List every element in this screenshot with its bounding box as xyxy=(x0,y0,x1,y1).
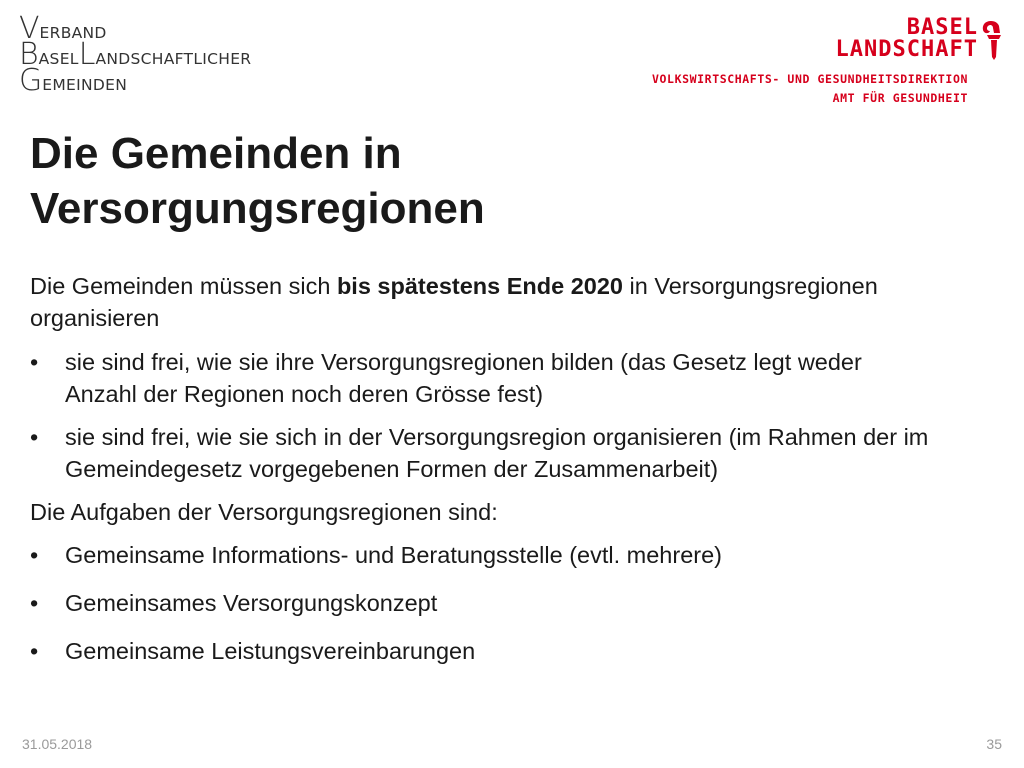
intro-text-end: in Versorgungsregionen organisieren xyxy=(30,273,878,331)
vbl-logo-text: ANDSCHAFTLICHER xyxy=(95,50,252,68)
slide-content xyxy=(30,270,930,667)
vbl-logo-initial: L xyxy=(78,37,96,72)
vbl-logo-text: ERBAND xyxy=(39,24,107,42)
bullet-icon: • xyxy=(30,424,39,450)
vbl-logo-line-3 xyxy=(19,63,251,98)
vbl-logo-text: ASEL xyxy=(38,50,79,68)
slide-page-number: 35 xyxy=(986,736,1002,752)
office-name: AMT FÜR GESUNDHEIT xyxy=(832,91,968,105)
bullet-icon: • xyxy=(30,590,39,616)
baselbieter-staff-icon xyxy=(981,19,1003,61)
vbl-logo-line-1 xyxy=(19,11,251,46)
intro-text: Die Gemeinden müssen sich xyxy=(30,273,337,299)
vbl-logo-initial: G xyxy=(19,63,43,98)
list-item-text: sie sind frei, wie sie ihre Versorgungsregionen bilden (das Gesetz legt weder Anzahl der Regionen noch deren Grösse fest) xyxy=(65,349,862,407)
bullet-icon: • xyxy=(30,349,39,375)
list-item xyxy=(30,346,930,410)
bl-logo-line-1: BASEL xyxy=(906,15,978,40)
tasks-heading: Die Aufgaben der Versorgungsregionen sind: xyxy=(30,499,498,525)
bl-logo-line-2: LANDSCHAFT xyxy=(835,37,978,62)
intro-paragraph xyxy=(30,270,930,334)
department-name: VOLKSWIRTSCHAFTS- UND GESUNDHEITSDIREKTION xyxy=(652,72,968,86)
list-item xyxy=(30,421,930,485)
list-item-text: Gemeinsame Informations- und Beratungsstelle (evtl. mehrere) xyxy=(65,542,722,568)
vbl-logo-initial: B xyxy=(19,37,39,72)
department-subtitle xyxy=(652,70,968,108)
basel-landschaft-logo xyxy=(836,17,978,61)
vbl-logo-text: EMEINDEN xyxy=(42,76,128,94)
bullet-icon: • xyxy=(30,542,39,568)
list-item-text: sie sind frei, wie sie sich in der Versorgungsregion organisieren (im Rahmen der im Gemeindegesetz vorgegebenen Formen der Zusammenarbeit) xyxy=(65,424,929,482)
slide-date: 31.05.2018 xyxy=(22,736,93,752)
list-item-text: Gemeinsame Leistungsvereinbarungen xyxy=(65,638,476,664)
slide-title-line-1: Die Gemeinden in xyxy=(30,129,402,178)
slide-title xyxy=(30,126,485,236)
list-item xyxy=(30,587,930,619)
list-item xyxy=(30,635,930,667)
vbl-logo-line-2 xyxy=(19,37,252,72)
vbl-logo xyxy=(19,11,252,98)
intro-deadline: bis spätestens Ende 2020 xyxy=(336,273,624,299)
list-item xyxy=(30,539,930,571)
vbl-logo-initial: V xyxy=(19,11,40,46)
bullet-icon: • xyxy=(30,638,39,664)
slide-title-line-2: Versorgungsregionen xyxy=(30,184,485,233)
list-item-text: Gemeinsames Versorgungskonzept xyxy=(65,590,438,616)
